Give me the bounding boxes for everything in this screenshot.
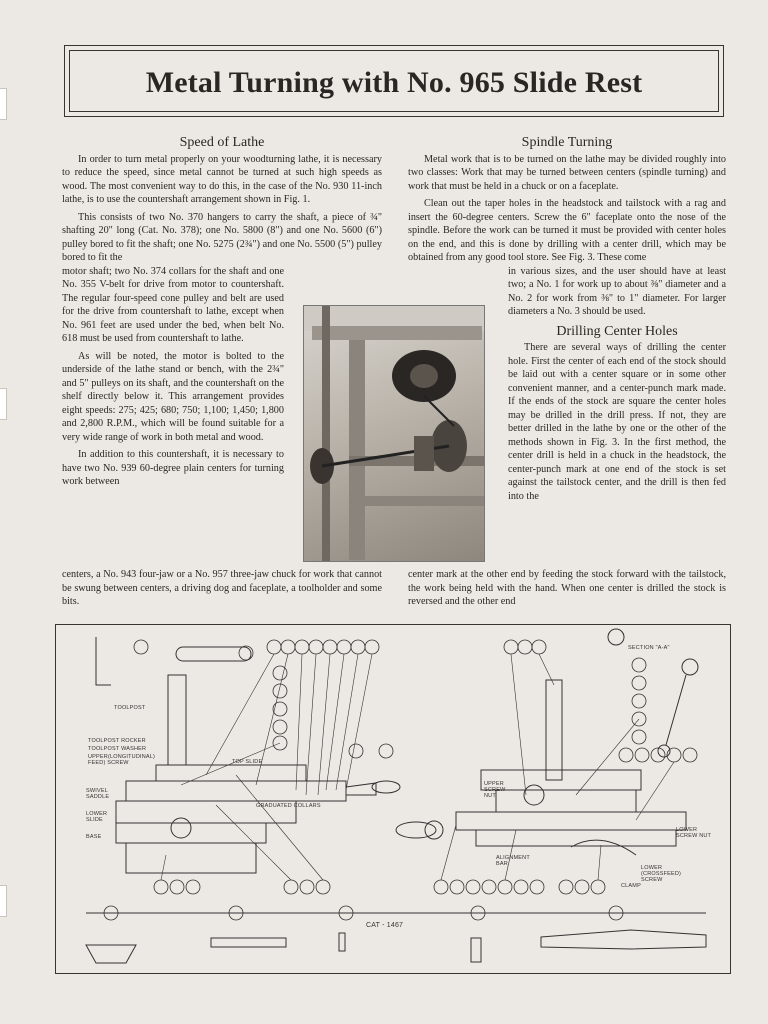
narrow-text-block: [62, 265, 284, 489]
label-section-aa: SECTION "A-A": [628, 645, 670, 651]
label-upper-feed-screw: UPPER(LONGITUDINAL) FEED) SCREW: [88, 754, 156, 766]
heading-drilling-center-holes: Drilling Center Holes: [556, 323, 678, 339]
label-lower-slide: LOWER SLIDE: [86, 811, 108, 823]
paragraph: center mark at the other end by feeding the stock forward with the tailstock, the work being held with the hand. When one center is drilled the stock is reversed and the other end: [408, 569, 726, 607]
slide-rest-parts-diagram: [55, 624, 731, 974]
page-title: Metal Turning with No. 965 Slide Rest: [145, 66, 643, 99]
page-edge-mark: [0, 88, 7, 120]
label-toolpost-washer: TOOLPOST WASHER: [88, 746, 147, 752]
label-toolpost: TOOLPOST: [114, 705, 146, 711]
title-box: [64, 45, 724, 117]
heading-speed-of-lathe: Speed of Lathe: [179, 135, 265, 150]
page-edge-mark: [0, 885, 7, 917]
label-lower-crossfeed-screw: LOWER (CROSSFEED) SCREW: [641, 865, 682, 883]
paragraph: in various sizes, and the user should have at least two; a No. 1 for work up to about ⅜" diameter and a No. 2 for work from ⅜" to 1" diameter. For larger diameters a No. 3 should be used.: [508, 265, 726, 317]
paragraph: As will be noted, the motor is bolted to the underside of the lathe stand or bench, with the 2¾" and 5" pulleys on its shaft, and the countershaft on the shelf directly below it. This arrangement provides eight speeds: 275; 425; 680; 750; 1,100; 1,450; 1,800 and 2,800 R.P.M., which will be found suitable for a very wide range of work in both metal and wood.: [62, 350, 284, 443]
right-column: [408, 136, 726, 503]
paragraph: centers, a No. 943 four-jaw or a No. 957 three-jaw chuck for work that cannot be swung between centers, a driving dog and faceplate, a toolholder and some bits.: [62, 569, 382, 607]
label-base: BASE: [86, 834, 102, 840]
label-top-slide: TOP SLIDE: [232, 759, 263, 765]
narrow-text-block: [508, 265, 726, 504]
paragraph: In order to turn metal properly on your woodturning lathe, it is necessary to reduce the speed, since metal cannot be turned at such high speeds as wood. The most convenient way to do this, in the case of the No. 930 11-inch lathe, is to use the countershaft arrangement shown in Fig. 1.: [62, 153, 382, 205]
label-lower-screw-nut: LOWER SCREW NUT: [676, 827, 712, 839]
paragraph: In addition to this countershaft, it is necessary to have two No. 939 60-degree plain centers for turning work between: [62, 449, 284, 487]
paragraph: There are several ways of drilling the center hole. First the center of each end of the stock should be laid out with a center square or in some other convenient manner, and a center-punch mark made. If the ends of the stock are square the center holes may be drilled in the drill press. If not, they are better drilled in the lathe by one or the other of the methods shown in Fig. 3. In the first method, the center drill is held in a chuck in the headstock, the center-punch mark at one end of the stock is set against the tailstock center, and the drill is then fed into the: [508, 342, 726, 502]
heading-spindle-turning: Spindle Turning: [521, 135, 613, 150]
label-catalog-number: CAT - 1467: [366, 922, 404, 929]
paragraph: Clean out the taper holes in the headstock and tailstock with a rag and insert the 60-degree centers. Screw the 6" faceplate onto the nose of the spindle. Before the work can be turned it must be provided with center holes on the end, and this is done by drilling with a center drill, which may be obtained from any good tool store. See Fig. 3. These come: [408, 198, 726, 263]
label-upper-screw-nut: UPPER SCREW NUT: [484, 781, 506, 799]
paragraph: This consists of two No. 370 hangers to carry the shaft, a piece of ¾" shafting 20" long (Cat. No. 378); one No. 5800 (8") and one No. 5600 (6") pulley bored to fit the shaft; one No. 5275 (2¾") and one No. 5500 (5") pulley bored to fit the: [62, 211, 382, 263]
page-edge-mark: [0, 388, 7, 420]
label-toolpost-rocker: TOOLPOST ROCKER: [88, 738, 146, 744]
label-clamp: CLAMP: [621, 883, 641, 889]
label-graduated-collars: GRADUATED COLLARS: [256, 803, 321, 809]
label-alignment-bar: ALIGNMENT BAR: [496, 855, 530, 867]
label-swivel-saddle: SWIVEL SADDLE: [86, 788, 110, 800]
paragraph: motor shaft; two No. 374 collars for the shaft and one No. 355 V-belt for drive from motor to countershaft. The regular four-speed cone pulley and belt are used for the drive from countershaft to lathe, except when No. 961 feet are used under the bed, when belt No. 618 must be used from countershaft to lathe.: [62, 265, 284, 344]
paragraph: Metal work that is to be turned on the lathe may be divided roughly into two classes: Work that may be turned between centers (spindle turning) and work that must be held in a chuck or on a faceplate.: [408, 153, 726, 192]
